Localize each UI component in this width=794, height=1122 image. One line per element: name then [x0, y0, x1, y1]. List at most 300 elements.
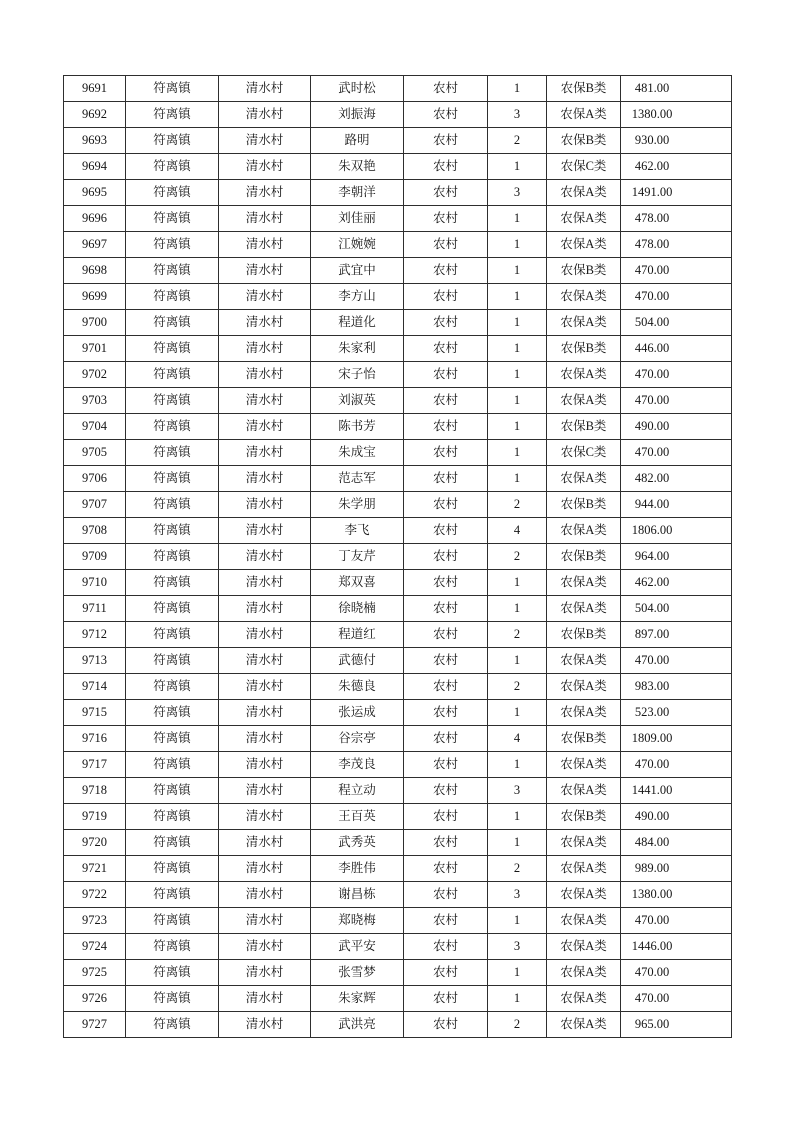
cell-amount: 1441.00 [621, 778, 732, 804]
cell-town: 符离镇 [126, 128, 219, 154]
cell-id: 9702 [64, 362, 126, 388]
cell-amount: 446.00 [621, 336, 732, 362]
cell-id: 9722 [64, 882, 126, 908]
cell-name: 谷宗亭 [311, 726, 404, 752]
cell-amount: 470.00 [621, 752, 732, 778]
cell-id: 9710 [64, 570, 126, 596]
cell-village: 清水村 [219, 206, 311, 232]
cell-count: 3 [488, 778, 547, 804]
cell-type: 农村 [404, 284, 488, 310]
cell-id: 9721 [64, 856, 126, 882]
cell-name: 武时松 [311, 76, 404, 102]
cell-category: 农保A类 [547, 856, 621, 882]
cell-amount: 470.00 [621, 648, 732, 674]
cell-name: 刘振海 [311, 102, 404, 128]
cell-id: 9696 [64, 206, 126, 232]
cell-id: 9701 [64, 336, 126, 362]
cell-id: 9727 [64, 1012, 126, 1038]
cell-village: 清水村 [219, 414, 311, 440]
table-row [64, 986, 732, 1012]
cell-town: 符离镇 [126, 570, 219, 596]
cell-town: 符离镇 [126, 596, 219, 622]
cell-village: 清水村 [219, 180, 311, 206]
cell-name: 程道红 [311, 622, 404, 648]
cell-village: 清水村 [219, 128, 311, 154]
cell-count: 1 [488, 830, 547, 856]
cell-category: 农保C类 [547, 440, 621, 466]
cell-category: 农保B类 [547, 128, 621, 154]
cell-id: 9711 [64, 596, 126, 622]
cell-category: 农保A类 [547, 934, 621, 960]
cell-name: 江婉婉 [311, 232, 404, 258]
cell-name: 张雪梦 [311, 960, 404, 986]
cell-id: 9726 [64, 986, 126, 1012]
table-row [64, 544, 732, 570]
cell-amount: 478.00 [621, 232, 732, 258]
table-row [64, 336, 732, 362]
cell-town: 符离镇 [126, 908, 219, 934]
cell-amount: 983.00 [621, 674, 732, 700]
cell-amount: 470.00 [621, 284, 732, 310]
table-row [64, 388, 732, 414]
cell-id: 9699 [64, 284, 126, 310]
table-row [64, 700, 732, 726]
cell-id: 9697 [64, 232, 126, 258]
cell-id: 9716 [64, 726, 126, 752]
table-row [64, 258, 732, 284]
cell-town: 符离镇 [126, 674, 219, 700]
cell-count: 1 [488, 284, 547, 310]
table-row [64, 830, 732, 856]
cell-village: 清水村 [219, 752, 311, 778]
table-row [64, 440, 732, 466]
cell-amount: 490.00 [621, 804, 732, 830]
cell-type: 农村 [404, 596, 488, 622]
cell-category: 农保A类 [547, 986, 621, 1012]
cell-amount: 462.00 [621, 154, 732, 180]
cell-id: 9703 [64, 388, 126, 414]
cell-village: 清水村 [219, 492, 311, 518]
cell-id: 9714 [64, 674, 126, 700]
cell-category: 农保A类 [547, 830, 621, 856]
cell-category: 农保A类 [547, 700, 621, 726]
cell-town: 符离镇 [126, 882, 219, 908]
table-row [64, 180, 732, 206]
cell-village: 清水村 [219, 466, 311, 492]
cell-name: 武秀英 [311, 830, 404, 856]
cell-id: 9691 [64, 76, 126, 102]
cell-count: 1 [488, 154, 547, 180]
table-row [64, 206, 732, 232]
cell-amount: 944.00 [621, 492, 732, 518]
cell-category: 农保B类 [547, 76, 621, 102]
cell-name: 武宜中 [311, 258, 404, 284]
cell-town: 符离镇 [126, 492, 219, 518]
cell-amount: 930.00 [621, 128, 732, 154]
cell-village: 清水村 [219, 76, 311, 102]
cell-town: 符离镇 [126, 960, 219, 986]
cell-id: 9724 [64, 934, 126, 960]
cell-village: 清水村 [219, 310, 311, 336]
cell-count: 1 [488, 466, 547, 492]
cell-village: 清水村 [219, 908, 311, 934]
cell-type: 农村 [404, 622, 488, 648]
cell-town: 符离镇 [126, 622, 219, 648]
cell-name: 程道化 [311, 310, 404, 336]
cell-amount: 504.00 [621, 596, 732, 622]
table-row [64, 596, 732, 622]
cell-town: 符离镇 [126, 544, 219, 570]
cell-name: 程立动 [311, 778, 404, 804]
cell-town: 符离镇 [126, 232, 219, 258]
cell-type: 农村 [404, 232, 488, 258]
cell-amount: 470.00 [621, 362, 732, 388]
cell-name: 朱学朋 [311, 492, 404, 518]
table-row [64, 570, 732, 596]
cell-type: 农村 [404, 778, 488, 804]
cell-count: 1 [488, 258, 547, 284]
cell-amount: 1380.00 [621, 102, 732, 128]
cell-type: 农村 [404, 310, 488, 336]
cell-category: 农保A类 [547, 674, 621, 700]
cell-name: 丁友芹 [311, 544, 404, 570]
cell-village: 清水村 [219, 362, 311, 388]
table-row [64, 1012, 732, 1038]
cell-amount: 897.00 [621, 622, 732, 648]
cell-type: 农村 [404, 492, 488, 518]
cell-name: 刘淑英 [311, 388, 404, 414]
cell-amount: 470.00 [621, 440, 732, 466]
cell-type: 农村 [404, 960, 488, 986]
cell-category: 农保A类 [547, 752, 621, 778]
cell-category: 农保A类 [547, 310, 621, 336]
cell-town: 符离镇 [126, 102, 219, 128]
cell-count: 1 [488, 336, 547, 362]
cell-count: 2 [488, 856, 547, 882]
cell-type: 农村 [404, 674, 488, 700]
cell-id: 9708 [64, 518, 126, 544]
cell-village: 清水村 [219, 700, 311, 726]
cell-amount: 470.00 [621, 960, 732, 986]
cell-town: 符离镇 [126, 310, 219, 336]
cell-village: 清水村 [219, 934, 311, 960]
cell-name: 张运成 [311, 700, 404, 726]
cell-amount: 462.00 [621, 570, 732, 596]
table-row [64, 622, 732, 648]
cell-village: 清水村 [219, 856, 311, 882]
cell-town: 符离镇 [126, 440, 219, 466]
cell-category: 农保B类 [547, 804, 621, 830]
cell-village: 清水村 [219, 1012, 311, 1038]
cell-name: 武德付 [311, 648, 404, 674]
cell-type: 农村 [404, 388, 488, 414]
table-row [64, 674, 732, 700]
cell-town: 符离镇 [126, 830, 219, 856]
cell-count: 2 [488, 1012, 547, 1038]
cell-id: 9717 [64, 752, 126, 778]
cell-id: 9694 [64, 154, 126, 180]
cell-type: 农村 [404, 128, 488, 154]
cell-town: 符离镇 [126, 258, 219, 284]
cell-category: 农保A类 [547, 908, 621, 934]
cell-type: 农村 [404, 76, 488, 102]
cell-count: 1 [488, 310, 547, 336]
cell-count: 1 [488, 414, 547, 440]
cell-name: 朱成宝 [311, 440, 404, 466]
cell-amount: 1809.00 [621, 726, 732, 752]
cell-amount: 965.00 [621, 1012, 732, 1038]
cell-name: 朱双艳 [311, 154, 404, 180]
table-row [64, 778, 732, 804]
cell-id: 9698 [64, 258, 126, 284]
cell-town: 符离镇 [126, 154, 219, 180]
table-row [64, 76, 732, 102]
cell-village: 清水村 [219, 830, 311, 856]
cell-amount: 1806.00 [621, 518, 732, 544]
cell-amount: 470.00 [621, 388, 732, 414]
cell-id: 9725 [64, 960, 126, 986]
cell-village: 清水村 [219, 622, 311, 648]
cell-village: 清水村 [219, 518, 311, 544]
cell-category: 农保A类 [547, 518, 621, 544]
table-row [64, 284, 732, 310]
cell-name: 谢昌栋 [311, 882, 404, 908]
cell-type: 农村 [404, 154, 488, 180]
cell-town: 符离镇 [126, 700, 219, 726]
cell-category: 农保B类 [547, 258, 621, 284]
cell-village: 清水村 [219, 232, 311, 258]
cell-count: 1 [488, 388, 547, 414]
cell-count: 1 [488, 986, 547, 1012]
cell-count: 1 [488, 76, 547, 102]
cell-count: 3 [488, 882, 547, 908]
cell-category: 农保A类 [547, 882, 621, 908]
cell-count: 4 [488, 518, 547, 544]
cell-name: 王百英 [311, 804, 404, 830]
cell-id: 9695 [64, 180, 126, 206]
cell-village: 清水村 [219, 154, 311, 180]
cell-id: 9718 [64, 778, 126, 804]
cell-name: 刘佳丽 [311, 206, 404, 232]
table-row [64, 518, 732, 544]
cell-category: 农保B类 [547, 544, 621, 570]
cell-village: 清水村 [219, 258, 311, 284]
cell-type: 农村 [404, 362, 488, 388]
cell-type: 农村 [404, 414, 488, 440]
table-row [64, 310, 732, 336]
cell-type: 农村 [404, 934, 488, 960]
cell-town: 符离镇 [126, 726, 219, 752]
cell-village: 清水村 [219, 388, 311, 414]
cell-category: 农保C类 [547, 154, 621, 180]
cell-name: 武洪亮 [311, 1012, 404, 1038]
cell-count: 1 [488, 960, 547, 986]
cell-id: 9705 [64, 440, 126, 466]
table-row [64, 752, 732, 778]
cell-type: 农村 [404, 544, 488, 570]
cell-type: 农村 [404, 726, 488, 752]
cell-type: 农村 [404, 336, 488, 362]
cell-type: 农村 [404, 648, 488, 674]
cell-count: 3 [488, 180, 547, 206]
cell-town: 符离镇 [126, 778, 219, 804]
cell-count: 1 [488, 700, 547, 726]
cell-amount: 523.00 [621, 700, 732, 726]
cell-type: 农村 [404, 440, 488, 466]
cell-count: 1 [488, 570, 547, 596]
cell-town: 符离镇 [126, 76, 219, 102]
table-row [64, 726, 732, 752]
cell-amount: 989.00 [621, 856, 732, 882]
cell-category: 农保A类 [547, 388, 621, 414]
cell-type: 农村 [404, 856, 488, 882]
cell-village: 清水村 [219, 986, 311, 1012]
cell-category: 农保B类 [547, 492, 621, 518]
table-row [64, 492, 732, 518]
cell-name: 李方山 [311, 284, 404, 310]
cell-town: 符离镇 [126, 388, 219, 414]
cell-category: 农保A类 [547, 570, 621, 596]
table-row [64, 414, 732, 440]
cell-type: 农村 [404, 882, 488, 908]
cell-type: 农村 [404, 908, 488, 934]
cell-type: 农村 [404, 102, 488, 128]
table-row [64, 856, 732, 882]
cell-category: 农保A类 [547, 596, 621, 622]
cell-count: 2 [488, 674, 547, 700]
cell-id: 9692 [64, 102, 126, 128]
cell-id: 9715 [64, 700, 126, 726]
cell-id: 9719 [64, 804, 126, 830]
cell-name: 李胜伟 [311, 856, 404, 882]
cell-category: 农保A类 [547, 180, 621, 206]
cell-count: 4 [488, 726, 547, 752]
cell-id: 9704 [64, 414, 126, 440]
cell-amount: 482.00 [621, 466, 732, 492]
cell-category: 农保A类 [547, 362, 621, 388]
table-row [64, 466, 732, 492]
table-row [64, 934, 732, 960]
cell-type: 农村 [404, 1012, 488, 1038]
cell-town: 符离镇 [126, 1012, 219, 1038]
cell-town: 符离镇 [126, 284, 219, 310]
cell-amount: 478.00 [621, 206, 732, 232]
cell-name: 郑晓梅 [311, 908, 404, 934]
cell-id: 9707 [64, 492, 126, 518]
cell-village: 清水村 [219, 102, 311, 128]
cell-id: 9700 [64, 310, 126, 336]
cell-village: 清水村 [219, 570, 311, 596]
cell-id: 9709 [64, 544, 126, 570]
cell-type: 农村 [404, 258, 488, 284]
cell-name: 朱家辉 [311, 986, 404, 1012]
cell-village: 清水村 [219, 440, 311, 466]
table-row [64, 128, 732, 154]
cell-category: 农保A类 [547, 960, 621, 986]
cell-category: 农保B类 [547, 622, 621, 648]
cell-amount: 964.00 [621, 544, 732, 570]
cell-name: 朱家利 [311, 336, 404, 362]
cell-town: 符离镇 [126, 180, 219, 206]
cell-name: 宋子怡 [311, 362, 404, 388]
cell-town: 符离镇 [126, 986, 219, 1012]
cell-amount: 1446.00 [621, 934, 732, 960]
cell-amount: 470.00 [621, 258, 732, 284]
cell-count: 1 [488, 752, 547, 778]
table-row [64, 362, 732, 388]
table-row [64, 960, 732, 986]
cell-type: 农村 [404, 830, 488, 856]
cell-type: 农村 [404, 570, 488, 596]
cell-amount: 1380.00 [621, 882, 732, 908]
cell-count: 2 [488, 128, 547, 154]
cell-id: 9720 [64, 830, 126, 856]
cell-town: 符离镇 [126, 804, 219, 830]
cell-name: 李茂良 [311, 752, 404, 778]
cell-count: 2 [488, 492, 547, 518]
cell-village: 清水村 [219, 804, 311, 830]
table-row [64, 154, 732, 180]
cell-village: 清水村 [219, 648, 311, 674]
table-row [64, 882, 732, 908]
cell-town: 符离镇 [126, 414, 219, 440]
cell-amount: 490.00 [621, 414, 732, 440]
benefits-table [63, 75, 732, 1038]
cell-category: 农保B类 [547, 726, 621, 752]
cell-village: 清水村 [219, 960, 311, 986]
cell-name: 范志军 [311, 466, 404, 492]
cell-type: 农村 [404, 466, 488, 492]
cell-category: 农保B类 [547, 336, 621, 362]
table-row [64, 648, 732, 674]
cell-id: 9693 [64, 128, 126, 154]
cell-category: 农保A类 [547, 284, 621, 310]
cell-town: 符离镇 [126, 856, 219, 882]
cell-village: 清水村 [219, 674, 311, 700]
cell-type: 农村 [404, 986, 488, 1012]
cell-count: 1 [488, 648, 547, 674]
cell-id: 9712 [64, 622, 126, 648]
cell-village: 清水村 [219, 284, 311, 310]
cell-town: 符离镇 [126, 362, 219, 388]
cell-amount: 470.00 [621, 908, 732, 934]
cell-amount: 470.00 [621, 986, 732, 1012]
cell-name: 李朝洋 [311, 180, 404, 206]
cell-count: 2 [488, 544, 547, 570]
table-row [64, 232, 732, 258]
cell-count: 1 [488, 804, 547, 830]
cell-name: 路明 [311, 128, 404, 154]
cell-count: 1 [488, 908, 547, 934]
cell-town: 符离镇 [126, 336, 219, 362]
cell-village: 清水村 [219, 778, 311, 804]
cell-count: 1 [488, 232, 547, 258]
cell-id: 9723 [64, 908, 126, 934]
cell-category: 农保A类 [547, 206, 621, 232]
cell-type: 农村 [404, 752, 488, 778]
cell-village: 清水村 [219, 336, 311, 362]
cell-type: 农村 [404, 518, 488, 544]
cell-name: 陈书芳 [311, 414, 404, 440]
table-body [64, 76, 732, 1038]
cell-category: 农保A类 [547, 648, 621, 674]
cell-town: 符离镇 [126, 206, 219, 232]
cell-count: 3 [488, 102, 547, 128]
table-row [64, 102, 732, 128]
cell-amount: 481.00 [621, 76, 732, 102]
cell-type: 农村 [404, 804, 488, 830]
cell-count: 1 [488, 206, 547, 232]
